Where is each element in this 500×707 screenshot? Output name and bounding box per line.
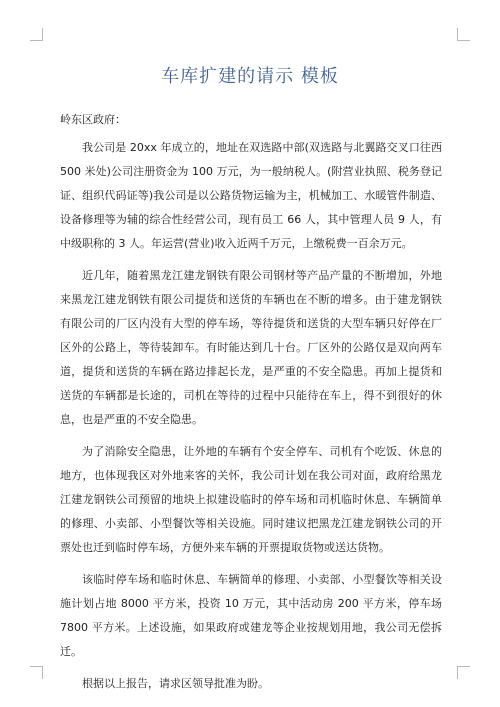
document-body	[60, 108, 442, 704]
paragraph-4: 该临时停车场和临时休息、车辆简单的修理、小卖部、小型餐饮等相关设施计划占地 8000 平方米，投资 10 万元，其中活动房 200 平方米，停车场 7800 平方米。上述设施，如果政府或建龙等企业按规划用地，我公司无偿拆迁。	[60, 573, 442, 658]
document-title: 车库扩建的请示 模板	[161, 66, 339, 87]
paragraph-2: 近几年，随着黑龙江建龙钢铁有限公司钢材等产品产量的不断增加，外地来黑龙江建龙钢铁有限公司提货和送货的车辆也在不断的增多。由于建龙钢铁有限公司的厂区内没有大型的停车场，等待提货和送货的大型车辆只好停在厂区外的公路上，等待装卸车。有时能达到几十台。厂区外的公路仅是双向两车道，提货和送货的车辆在路边排起长龙，是严重的不安全隐患。再加上提货和送货的车辆都是长途的，司机在等待的过程中只能待在车上，得不到很好的休息，也是严重的不安全隐患。	[60, 269, 442, 426]
paragraph-5: 根据以上报告，请求区领导批准为盼。	[82, 677, 269, 690]
crop-mark-top-left	[30, 28, 43, 41]
salutation: 岭东区政府：	[60, 113, 126, 126]
crop-mark-top-right	[457, 28, 470, 41]
crop-mark-bottom-right	[457, 666, 470, 679]
paragraph-3: 为了消除安全隐患，让外地的车辆有个安全停车、司机有个吃饭、休息的地方，也体现我区对外地来客的关怀，我公司计划在我公司对面，政府给黑龙江建龙钢铁公司预留的地块上拟建设临时的停车场和司机临时休息、车辆简单的修理、小卖部、小型餐饮等相关设施。同时建议把黑龙江建龙钢铁公司的开票处也迁到临时停车场，方便外来车辆的开票提取货物或送达货物。	[60, 445, 442, 554]
crop-mark-bottom-left	[30, 666, 43, 679]
paragraph-1: 我公司是 20xx 年成立的，地址在双选路中部(双选路与北翼路交叉口往西 500 米处)公司注册资金为 100 万元，为一般纳税人。(附营业执照、税务登记证、组织代码证等)我公司是以公路货物运输为主，机械加工、水暖管件制造、设备修理等为辅的综合性经营公司，现有员工 66 人，其中管理人员 9 人，有中级职称的 3 人。年运营(营业)收入近两千万元，上缴税费一百余万元。	[60, 141, 442, 250]
